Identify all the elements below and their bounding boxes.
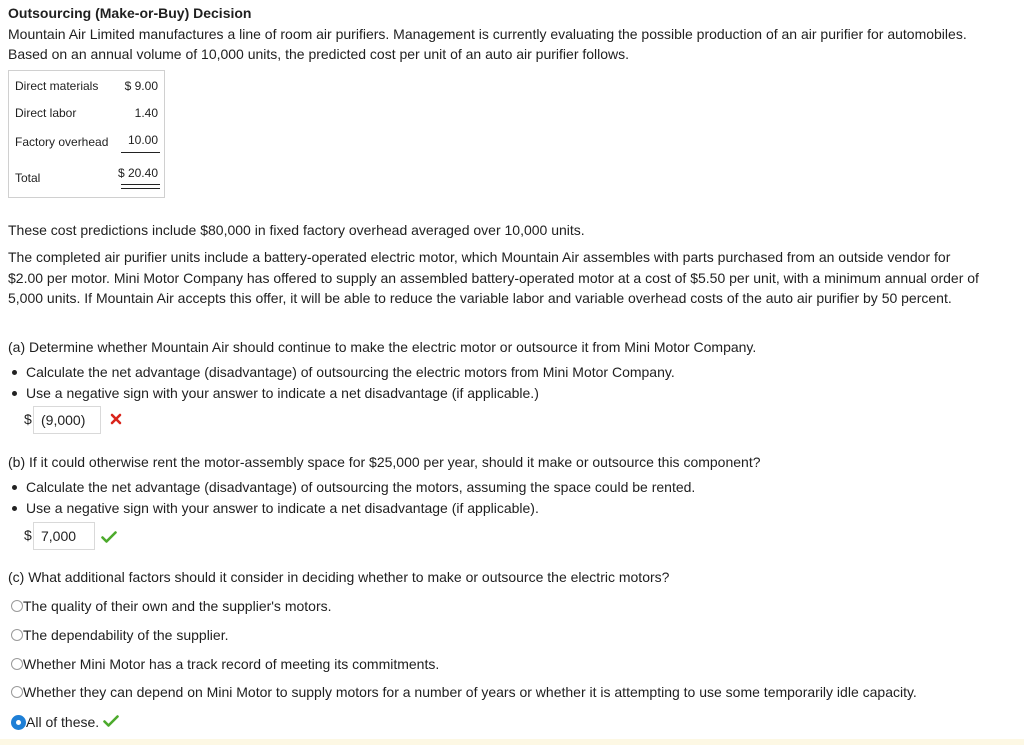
cost-label-direct-materials: Direct materials: [15, 79, 99, 93]
cost-value-direct-materials: $ 9.00: [124, 79, 158, 93]
motor-note-line-1: The completed air purifier units include a battery-operated electric motor, which Mountain Air assembles with parts purchased from an outside vendor for: [8, 249, 951, 265]
cost-value-total: $ 20.40: [117, 166, 158, 180]
correct-check-icon: [101, 531, 117, 543]
option-label: The dependability of the supplier.: [23, 627, 229, 643]
part-a-question: (a) Determine whether Mountain Air should continue to make the electric motor or outsource it from Mini Motor Company.: [8, 339, 757, 355]
option-track-record[interactable]: [11, 656, 439, 672]
cost-value-direct-labor: 1.40: [134, 106, 158, 120]
option-label: Whether Mini Motor has a track record of meeting its commitments.: [23, 656, 440, 672]
radio-unselected-icon[interactable]: [11, 600, 23, 612]
cost-label-total: Total: [15, 171, 41, 185]
option-quality[interactable]: [11, 598, 332, 614]
part-c-question: (c) What additional factors should it consider in deciding whether to make or outsource the electric motors?: [8, 569, 670, 585]
part-b-bullet-1: Calculate the net advantage (disadvantage) of outsourcing the motors, assuming the space could be rented.: [12, 479, 695, 495]
fixed-overhead-note: These cost predictions include $80,000 in fixed factory overhead averaged over 10,000 units.: [8, 222, 585, 238]
part-b-currency: $: [24, 527, 32, 543]
radio-unselected-icon[interactable]: [11, 658, 23, 670]
option-dependability[interactable]: [11, 627, 228, 643]
part-b-bullet-2: Use a negative sign with your answer to indicate a net disadvantage (if applicable).: [12, 500, 539, 516]
intro-line-2: Based on an annual volume of 10,000 units, the predicted cost per unit of an auto air purifier follows.: [8, 46, 630, 62]
incorrect-x-icon: [110, 412, 122, 430]
option-label: The quality of their own and the supplier's motors.: [23, 598, 332, 614]
part-a-bullet-2: Use a negative sign with your answer to indicate a net disadvantage (if applicable.): [12, 385, 539, 401]
radio-unselected-icon[interactable]: [11, 686, 23, 698]
feedback-strip: [0, 739, 1024, 745]
total-double-underline-top: [121, 184, 160, 185]
cost-label-factory-overhead: Factory overhead: [15, 135, 109, 149]
subtotal-underline: [121, 152, 160, 153]
option-all-of-these[interactable]: [11, 714, 119, 731]
motor-note-line-3: 5,000 units. If Mountain Air accepts this offer, it will be able to reduce the variable labor and variable overhead costs of the auto air purifier by 50 percent.: [8, 290, 952, 306]
part-a-currency: $: [24, 411, 32, 427]
part-b-answer-input[interactable]: 7,000: [33, 522, 95, 550]
option-label: All of these.: [26, 714, 100, 730]
part-a-answer-input[interactable]: (9,000): [33, 406, 101, 434]
radio-selected-icon[interactable]: [11, 715, 26, 730]
option-supply-years[interactable]: [11, 684, 917, 700]
cost-table: [8, 70, 165, 198]
motor-note-line-2: $2.00 per motor. Mini Motor Company has offered to supply an assembled battery-operated motor at a cost of $5.50 per unit, with a minimum annual order of: [8, 270, 979, 286]
intro-line-1: Mountain Air Limited manufactures a line of room air purifiers. Management is currently evaluating the possible production of an air purifier for automobiles.: [8, 26, 967, 42]
page-title: Outsourcing (Make-or-Buy) Decision: [8, 5, 252, 21]
cost-label-direct-labor: Direct labor: [15, 106, 77, 120]
cost-value-factory-overhead: 10.00: [127, 133, 158, 147]
part-a-bullet-1: Calculate the net advantage (disadvantage) of outsourcing the electric motors from Mini Motor Company.: [12, 364, 675, 380]
total-double-underline-bottom: [121, 188, 160, 189]
correct-check-icon: [103, 714, 119, 730]
option-label: Whether they can depend on Mini Motor to supply motors for a number of years or whether it is attempting to use some temporarily idle capacity.: [23, 684, 917, 700]
part-b-question: (b) If it could otherwise rent the motor-assembly space for $25,000 per year, should it make or outsource this component?: [8, 454, 761, 470]
radio-unselected-icon[interactable]: [11, 629, 23, 641]
